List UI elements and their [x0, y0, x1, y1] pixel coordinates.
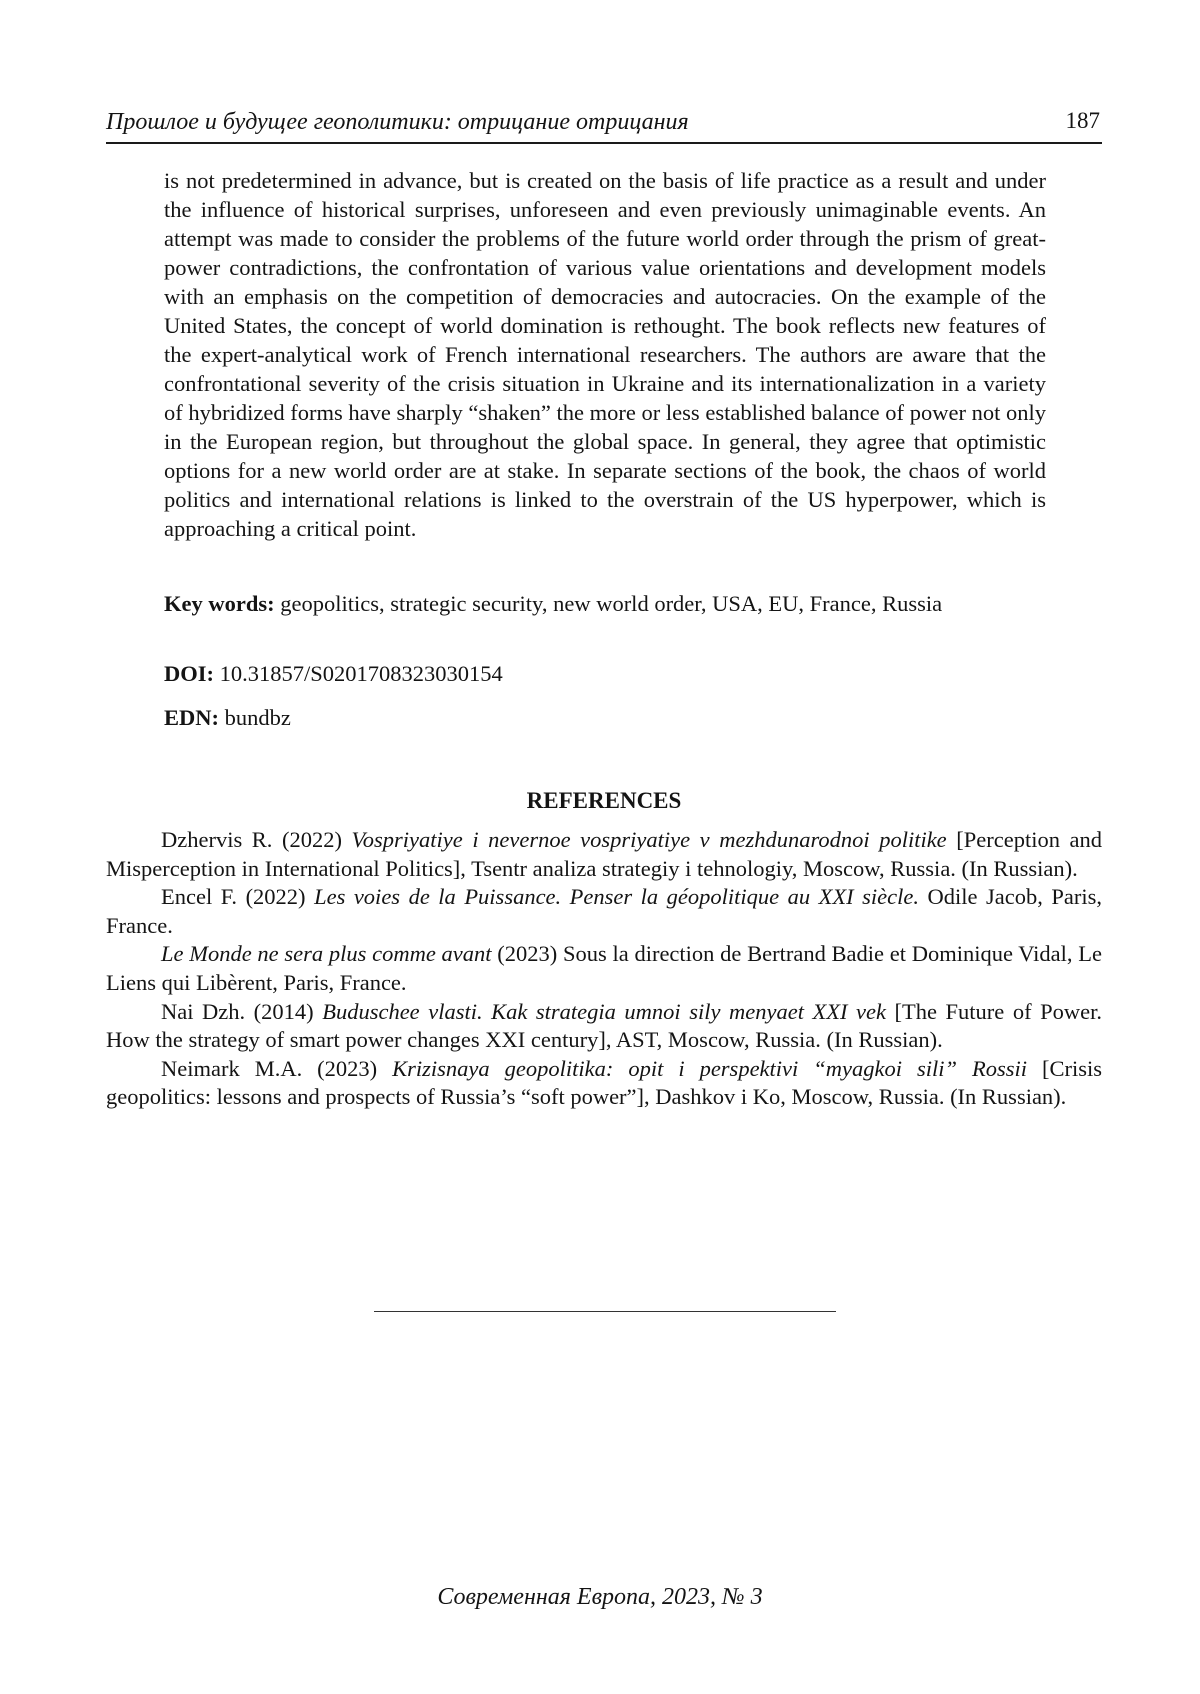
doi-label: DOI: [164, 661, 214, 686]
keywords-value: geopolitics, strategic security, new world order, USA, EU, France, Russia [280, 591, 943, 616]
reference-item [106, 998, 1102, 1055]
reference-authors: Neimark M.A. (2023) [161, 1055, 393, 1081]
reference-title: Vospriyatiye i nevernoe vospriyatiye v mezhdunarodnoi politike [351, 827, 947, 852]
reference-details: [Perception and Misperception in International Politics], Tsentr analiza strategiy i tehnologiy, Moscow, Russia. (In Russian). [106, 827, 1102, 881]
reference-item [106, 883, 1102, 940]
edn-value: bundbz [224, 705, 291, 730]
reference-authors: Encel F. (2022) [161, 884, 315, 910]
abstract-continuation [164, 166, 1046, 543]
running-footer: Современная Европа, 2023, № 3 [437, 1584, 763, 1610]
reference-authors: Nai Dzh. (2014) [161, 998, 323, 1024]
reference-item [106, 1055, 1102, 1112]
page-number: 187 [1065, 108, 1100, 133]
doi-value: 10.31857/S0201708323030154 [219, 661, 503, 686]
references-list [106, 826, 1102, 1112]
references-heading: REFERENCES [526, 788, 682, 813]
reference-details: Odile Jacob, Paris, France. [106, 884, 1102, 938]
article-end-rule [374, 1311, 836, 1312]
edn-line [164, 703, 1046, 732]
reference-authors: Dzhervis R. (2022) [161, 827, 352, 852]
reference-title: Buduschee vlasti. Kak strategia umnoi sily menyaet XXI vek [322, 998, 886, 1024]
reference-title: Les voies de la Puissance. Penser la géopolitique au XXI siècle. [314, 884, 919, 910]
reference-details: [Crisis geopolitics: lessons and prospects of Russia’s “soft power”], Dashkov i Ko, Moscow, Russia. (In Russian). [106, 1055, 1102, 1110]
running-header [106, 106, 1102, 144]
abstract-text: is not predetermined in advance, but is created on the basis of life practice as a result and under the influence of historical surprises, unforeseen and even previously unimaginable events. An attempt was made to consider the problems of the future world order through the prism of great-power contradictions, the confrontation of various value orientations and development models with an emphasis on the competition of democracies and autocracies. On the example of the United States, the concept of world domination is rethought. The book reflects new features of the expert-analytical work of French international researchers. The authors are aware that the confrontational severity of the crisis situation in Ukraine and its internationalization in a variety of hybridized forms have sharply “shaken” the more or less established balance of power not only in the European region, but throughout the global space. In general, they agree that optimistic options for a new world order are at stake. In separate sections of the book, the chaos of world politics and international relations is linked to the overstrain of the US hyperpower, which is approaching a critical point. [164, 168, 1046, 541]
reference-details: [The Future of Power. How the strategy of smart power changes XXI century], AST, Moscow, Russia. (In Russian). [106, 998, 1102, 1053]
keywords-label: Key words: [164, 591, 275, 616]
reference-title: Le Monde ne sera plus comme avant [161, 941, 492, 967]
reference-item [106, 826, 1102, 883]
running-header-title: Прошлое и будущее геополитики: отрицание отрицания [106, 109, 689, 135]
reference-item [106, 940, 1102, 997]
edn-label: EDN: [164, 705, 219, 730]
doi-line [164, 659, 1046, 688]
reference-details: (2023) Sous la direction de Bertrand Badie et Dominique Vidal, Le Liens qui Libèrent, Paris, France. [106, 941, 1102, 995]
keywords-line [164, 589, 1046, 618]
reference-title: Krizisnaya geopolitika: opit i perspektivi “myagkoi sili” Rossii [392, 1055, 1027, 1081]
